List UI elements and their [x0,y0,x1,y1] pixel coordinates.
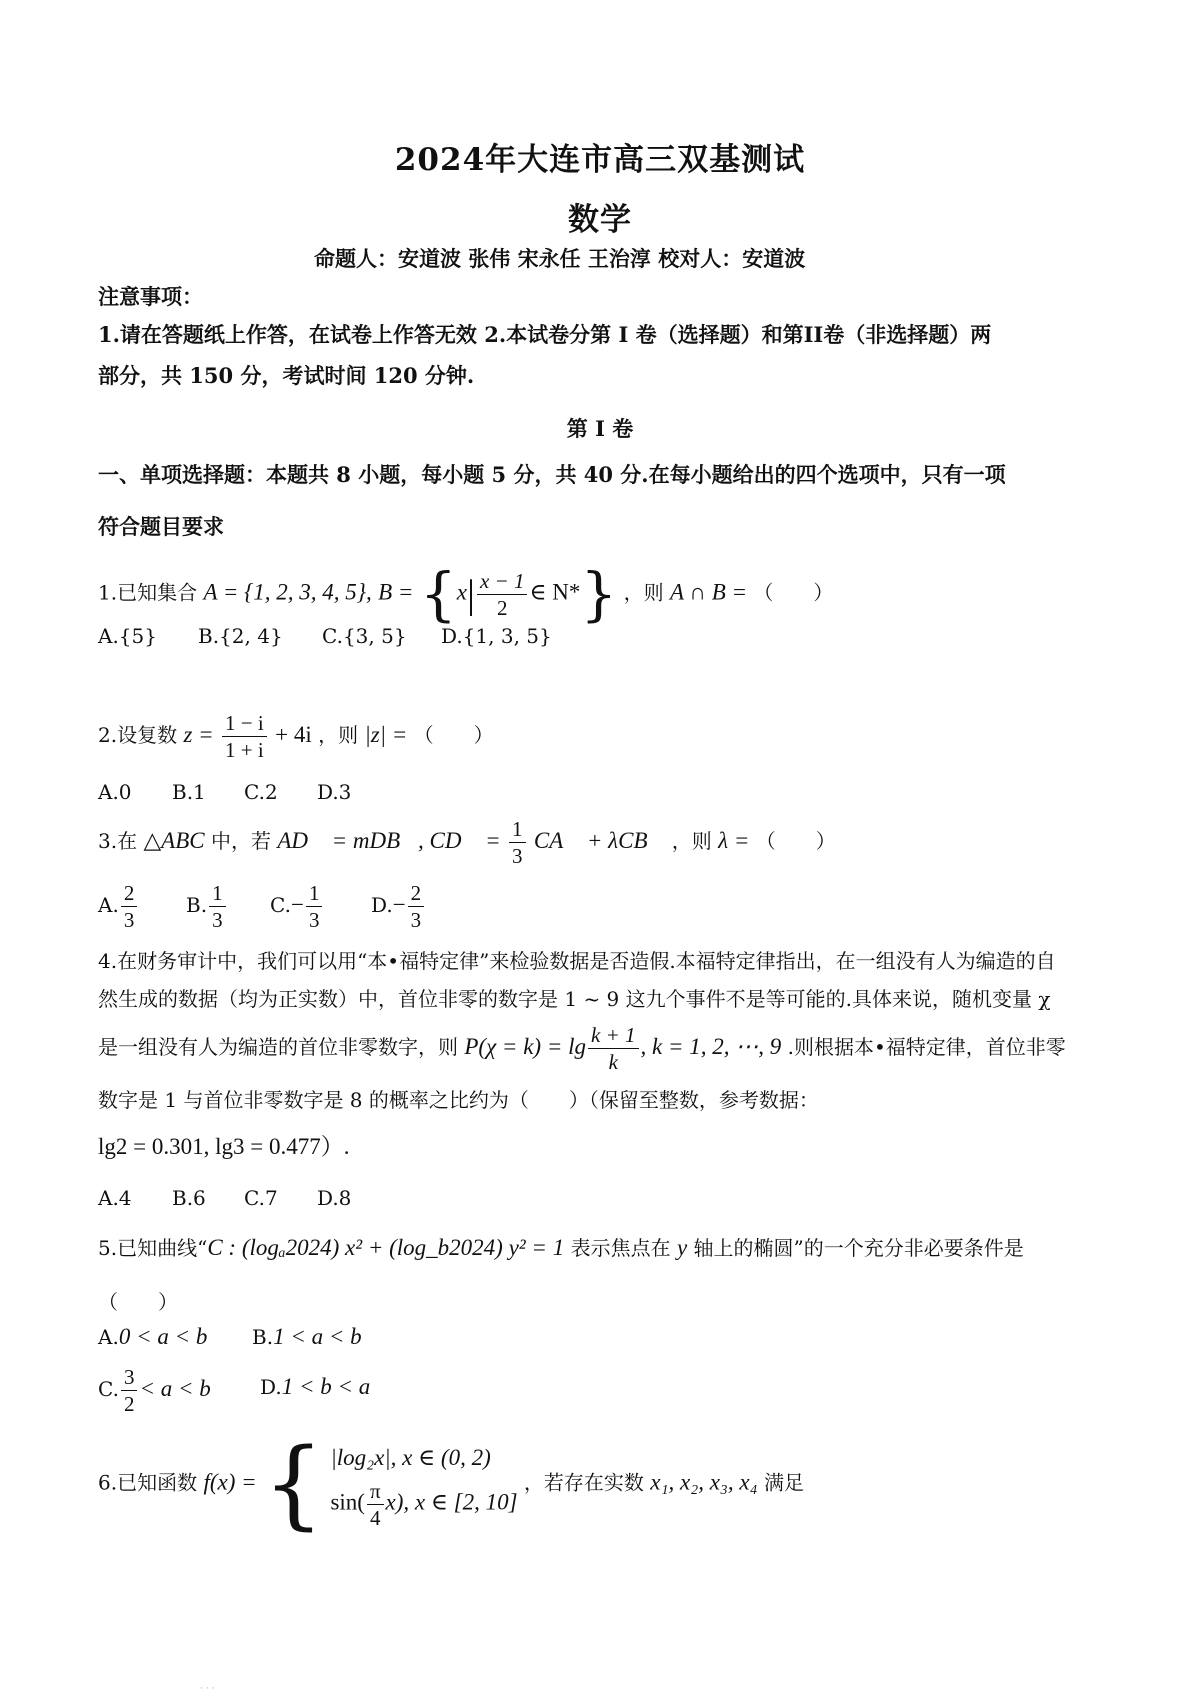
question-2 [98,710,494,763]
question-4-line-3: 是一组没有人为编造的首位非零数字，则 P(χ = k) = lg $\frac{k + 1}{k}$ , k = 1, 2, ⋯, 9 .则根据本•福特定律，首位非零 [98,1023,1066,1074]
question-4-line-2: 然生成的数据（均为正实数）中，首位非零的数字是 1 ~ 9 这九个事件不是等可能的.具体来说，随机变量 χ [98,987,1051,1011]
q2-prefix: 2.设复数 [98,723,178,747]
q4-option-a[interactable]: A.4 [98,1186,132,1210]
q4-option-d[interactable]: D.8 [317,1186,352,1210]
q4-option-b[interactable]: B.6 [172,1186,206,1210]
q2-option-b[interactable]: B.1 [172,780,206,804]
q1-ask: A ∩ B = [669,579,748,605]
q4-option-c[interactable]: C.7 [244,1186,278,1210]
q1-fraction: $\frac{x - 1}{2}$ [477,568,528,621]
q1-set-a: A = {1, 2, 3, 4, 5}, [203,579,372,605]
bar-icon: | [466,571,475,617]
q2-option-a[interactable]: A.0 [98,780,132,804]
notice-line-1: 1.请在答题纸上作答，在试卷上作答无效 2.本试卷分第 I 卷（选择题）和第II卷（非选择题）两 [98,322,992,347]
question-3 [98,816,836,869]
q5-option-b[interactable]: B.1 < a < b [252,1324,362,1349]
q3-mid: 中，若 [210,829,271,853]
q1-option-b[interactable]: B.{2, 4} [198,624,283,648]
q3-paren: （ ） [755,829,836,853]
part-label: 第 I 卷 [566,416,634,441]
q2-rest: + 4i [275,722,312,747]
q1-option-a[interactable]: A.{5} [98,624,157,648]
q3-triangle: △ABC [143,828,205,853]
section-heading-line-1: 一、单项选择题：本题共 8 小题，每小题 5 分，共 40 分.在每小题给出的四个选项中，只有一项 [98,462,1006,487]
section-heading-line-2: 符合题目要求 [98,514,224,539]
q4-fraction: $\frac{k + 1}{k}$ [588,1022,639,1075]
question-1: 1.已知集合 A = {1, 2, 3, 4, 5}, B = {x| $\frac{x - 1}{2}$ ∈ N*} ，则 A ∩ B = （ ） [98,560,834,628]
q5-option-d[interactable]: D.1 < b < a [260,1374,371,1399]
q6-piece-2: sin( $\frac{\pi}{4}$ x), x ∈ [2, 10] [330,1478,518,1530]
q2-ask: |z| = [364,722,408,747]
q1-option-c[interactable]: C.{3, 5} [322,624,407,648]
q6-lhs: f(x) = [203,1469,257,1495]
q1-set-b-lhs: B = [378,579,414,605]
question-4-line-1: 4.在财务审计中，我们可以用“本•福特定律”来检验数据是否造假.本福特定律指出，在一组没有人为编造的自 [98,949,1056,973]
q3-option-a[interactable]: A. $\frac{2}{3}$ [98,880,139,933]
q6-piecewise [330,1438,517,1531]
q3-tail: ，则 [671,829,712,853]
notice-heading: 注意事项： [98,284,203,309]
q2-tail: ，则 [318,723,359,747]
q5-axis: y [676,1235,688,1260]
question-6: 6.已知函数 f(x) = { |log₂x|, x ∈ (0, 2) sin( $\frac{\pi}{4}$ x), x ∈ [2, 10] ，若存在实数 x₁, x₂, x₃, x₄ 满足 [98,1428,804,1540]
question-4-line-5: lg2 = 0.301, lg3 = 0.477）. [98,1134,350,1159]
q6-vars: x₁, x₂, x₃, x₄ [650,1469,758,1495]
q1-paren: （ ） [753,580,834,605]
q3-expr-2: CA⃗ + λCB⃗ [533,828,666,853]
q3-ask: λ = [718,828,750,853]
exam-title: 2024年大连市高三双基测试 [394,142,806,178]
q2-lhs: z = [183,722,214,747]
q5-option-a[interactable]: A.0 < a < b [98,1324,208,1349]
q3-expr-1: AD⃗ = mDB⃗, CD⃗ = [277,828,501,853]
q2-paren: （ ） [413,723,494,747]
q5-option-c[interactable]: C. $\frac{3}{2}$ < a < b [98,1365,211,1416]
question-5: 5.已知曲线“C : (logₐ2024) x² + (log_b2024) y² = 1 表示焦点在 y 轴上的椭圆”的一个充分非必要条件是 [98,1235,1024,1260]
exam-subject: 数学 [568,202,632,238]
q1-tail: ，则 [623,580,664,605]
q3-option-b[interactable]: B. $\frac{1}{3}$ [186,880,228,933]
q2-option-d[interactable]: D.3 [317,780,352,804]
q3-prefix: 3.在 [98,829,138,853]
question-4-line-4: 数字是 1 与首位非零数字是 8 的概率之比约为（ ）（保留至整数，参考数据： [98,1088,819,1112]
page-footer-mark: · · · [200,1684,215,1694]
q1-prefix: 1.已知集合 [98,580,198,605]
q4-formula-left: P(χ = k) = lg [464,1034,586,1059]
q4-formula-right: , k = 1, 2, ⋯, 9 [640,1034,782,1059]
left-brace-icon: { [419,560,457,628]
piecewise-brace-icon: { [263,1428,325,1540]
q3-option-d[interactable]: D.− $\frac{2}{3}$ [371,880,426,933]
q3-fraction: $\frac{1}{3}$ [509,816,526,869]
q5-paren: （ ） [98,1290,178,1314]
q1-set-b-rest: ∈ N* [529,579,581,605]
q2-fraction: $\frac{1 - i}{1 + i}$ [222,710,267,763]
right-brace-icon: } [580,560,618,628]
q3-option-c[interactable]: C.− $\frac{1}{3}$ [270,880,324,933]
q1-option-d[interactable]: D.{1, 3, 5} [441,624,552,648]
notice-line-2: 部分，共 150 分，考试时间 120 分钟. [98,363,475,388]
exam-authors: 命题人：安道波 张伟 宋永任 王治淳 校对人：安道波 [314,246,806,271]
q5-formula: C : (logₐ2024) x² + (log_b2024) y² = 1 [207,1235,565,1260]
q2-option-c[interactable]: C.2 [244,780,278,804]
q6-piece-1: |log₂x|, x ∈ (0, 2) [330,1444,491,1470]
